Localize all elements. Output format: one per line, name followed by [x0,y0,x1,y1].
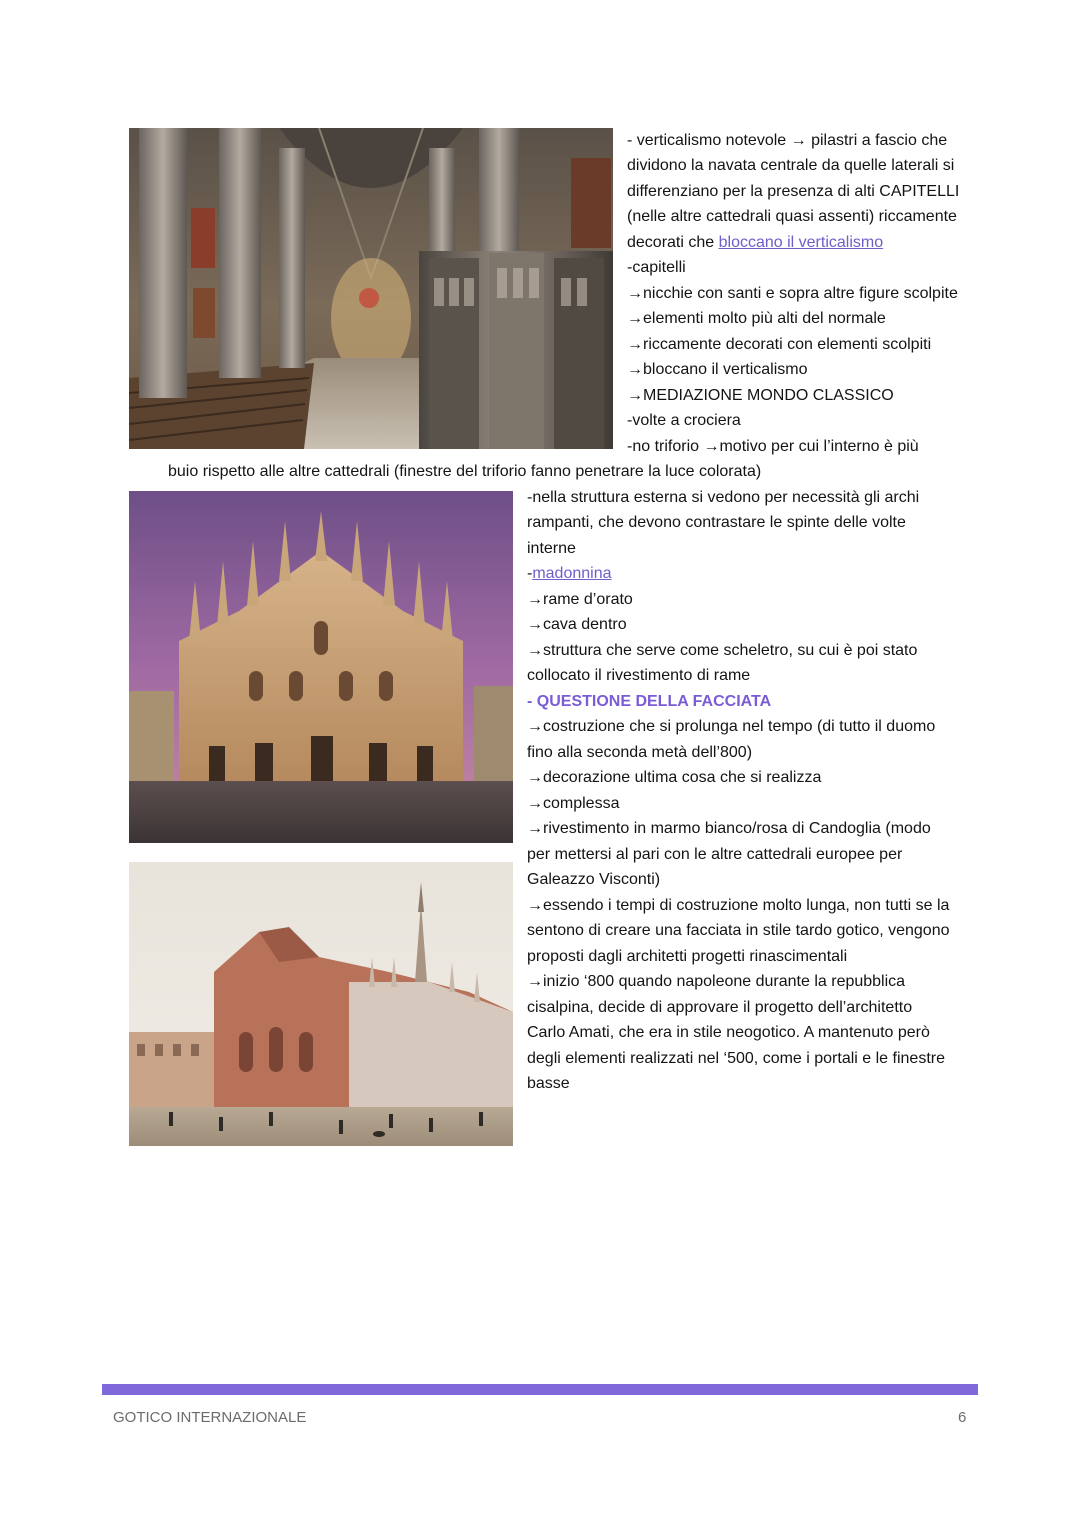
text-line: rampanti, che devono contrastare le spinte delle volte [527,514,906,531]
text-line: (nelle altre cattedrali quasi assenti) riccamente [627,208,957,225]
text-line: →complessa [527,795,620,812]
text-line: →costruzione che si prolunga nel tempo (di tutto il duomo [527,718,936,735]
cathedral-facade-photo [129,491,513,843]
text-line: →bloccano il verticalismo [627,361,808,378]
footer-title: GOTICO INTERNAZIONALE [113,1409,307,1426]
footer-divider [102,1384,978,1395]
text-line [527,561,612,587]
historical-cathedral-painting [129,862,513,1146]
text-line: - verticalismo notevole → pilastri a fascio che [627,132,948,149]
text-line [627,230,883,256]
section-heading: - QUESTIONE DELLA FACCIATA [527,693,772,710]
text-line: -volte a crociera [627,412,741,429]
text-line: -nella struttura esterna si vedono per necessità gli archi [527,489,920,506]
text-prefix: - [527,565,533,582]
text-line: per mettersi al pari con le altre cattedrali europee per [527,846,903,863]
text-line: →riccamente decorati con elementi scolpiti [627,336,932,353]
text-line: →essendo i tempi di costruzione molto lunga, non tutti se la [527,897,950,914]
text-line: -no triforio →motivo per cui l’interno è più [627,438,919,455]
text-line: dividono la navata centrale da quelle laterali si [627,157,955,174]
text-line: →cava dentro [527,616,627,633]
text-prefix: decorati che [627,234,719,251]
text-line: differenziano per la presenza di alti CAPITELLI [627,183,960,200]
text-line: →rivestimento in marmo bianco/rosa di Candoglia (modo [527,820,931,837]
cathedral-interior-photo [129,128,613,449]
text-line: →decorazione ultima cosa che si realizza [527,769,822,786]
text-line: cisalpina, decide di approvare il progetto dell’architetto [527,999,913,1016]
text-line: proposti dagli architetti progetti rinascimentali [527,948,848,965]
text-line: buio rispetto alle altre cattedrali (finestre del triforio fanno penetrare la luce colorata) [168,463,762,480]
text-line: →rame d’orato [527,591,633,608]
text-line: →MEDIAZIONE MONDO CLASSICO [627,387,894,404]
page-number: 6 [958,1409,967,1426]
verticalismo-link[interactable]: bloccano il verticalismo [718,234,884,251]
text-line: →inizio ‘800 quando napoleone durante la repubblica [527,973,906,990]
text-line: sentono di creare una facciata in stile tardo gotico, vengono [527,922,950,939]
text-line: interne [527,540,576,557]
text-line: -capitelli [627,259,686,276]
text-line: →struttura che serve come scheletro, su cui è poi stato [527,642,918,659]
text-line: fino alla seconda metà dell’800) [527,744,753,761]
text-line: →nicchie con santi e sopra altre figure scolpite [627,285,958,302]
text-line: basse [527,1075,570,1092]
text-line: Galeazzo Visconti) [527,871,661,888]
madonnina-link[interactable]: madonnina [532,565,612,582]
text-line: Carlo Amati, che era in stile neogotico. A mantenuto però [527,1024,930,1041]
text-line: collocato il rivestimento di rame [527,667,751,684]
text-line: →elementi molto più alti del normale [627,310,886,327]
text-line: degli elementi realizzati nel ‘500, come i portali e le finestre [527,1050,945,1067]
